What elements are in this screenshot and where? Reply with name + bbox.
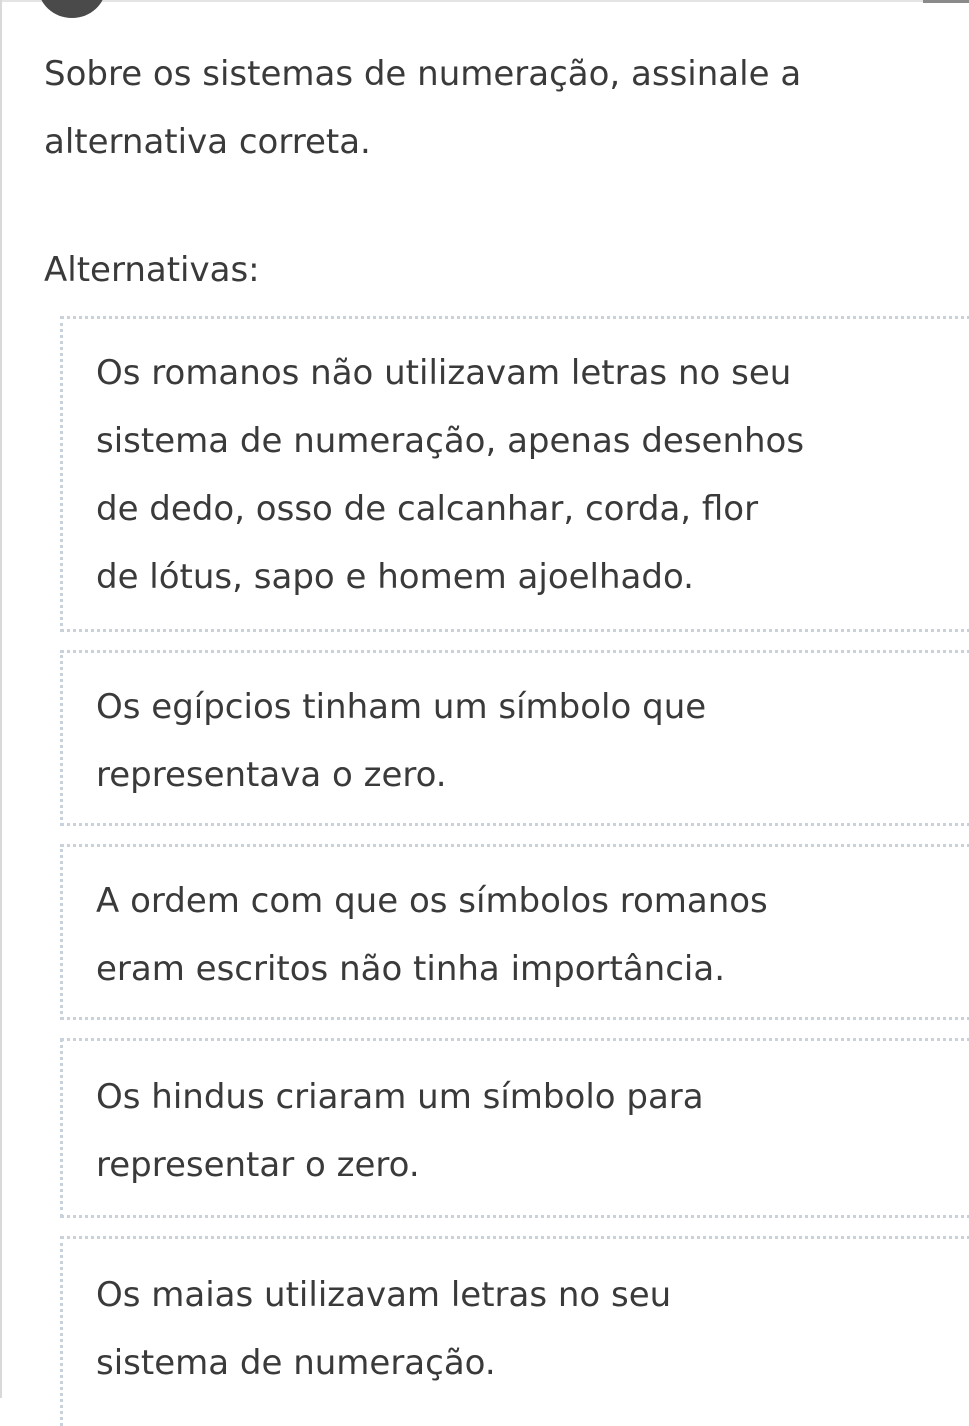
option-line: sistema de numeração, apenas desenhos — [96, 421, 805, 461]
question-line: alternativa correta. — [44, 122, 371, 162]
alternative-option-c[interactable] — [60, 844, 969, 1020]
alternatives-heading: Alternativas: — [44, 250, 260, 290]
option-line: Os romanos não utilizavam letras no seu — [96, 353, 792, 393]
menu-icon[interactable] — [923, 0, 969, 3]
alternative-option-d[interactable] — [60, 1038, 969, 1218]
option-line: Os hindus criaram um símbolo para — [96, 1077, 704, 1117]
option-line: Os maias utilizavam letras no seu — [96, 1275, 672, 1315]
card-left-border — [0, 0, 2, 1398]
option-line: representava o zero. — [96, 755, 447, 795]
option-line: de lótus, sapo e homem ajoelhado. — [96, 557, 694, 597]
card-top-border — [0, 0, 969, 2]
option-line: de dedo, osso de calcanhar, corda, flor — [96, 489, 759, 529]
question-text — [44, 40, 969, 176]
option-line: eram escritos não tinha importância. — [96, 949, 725, 989]
question-number-badge — [38, 0, 106, 18]
option-line: Os egípcios tinham um símbolo que — [96, 687, 707, 727]
option-line: sistema de numeração. — [96, 1343, 496, 1383]
alternative-option-a[interactable] — [60, 316, 969, 632]
option-line: A ordem com que os símbolos romanos — [96, 881, 768, 921]
option-line: representar o zero. — [96, 1145, 420, 1185]
question-line: Sobre os sistemas de numeração, assinale a — [44, 54, 802, 94]
alternative-option-b[interactable] — [60, 650, 969, 826]
